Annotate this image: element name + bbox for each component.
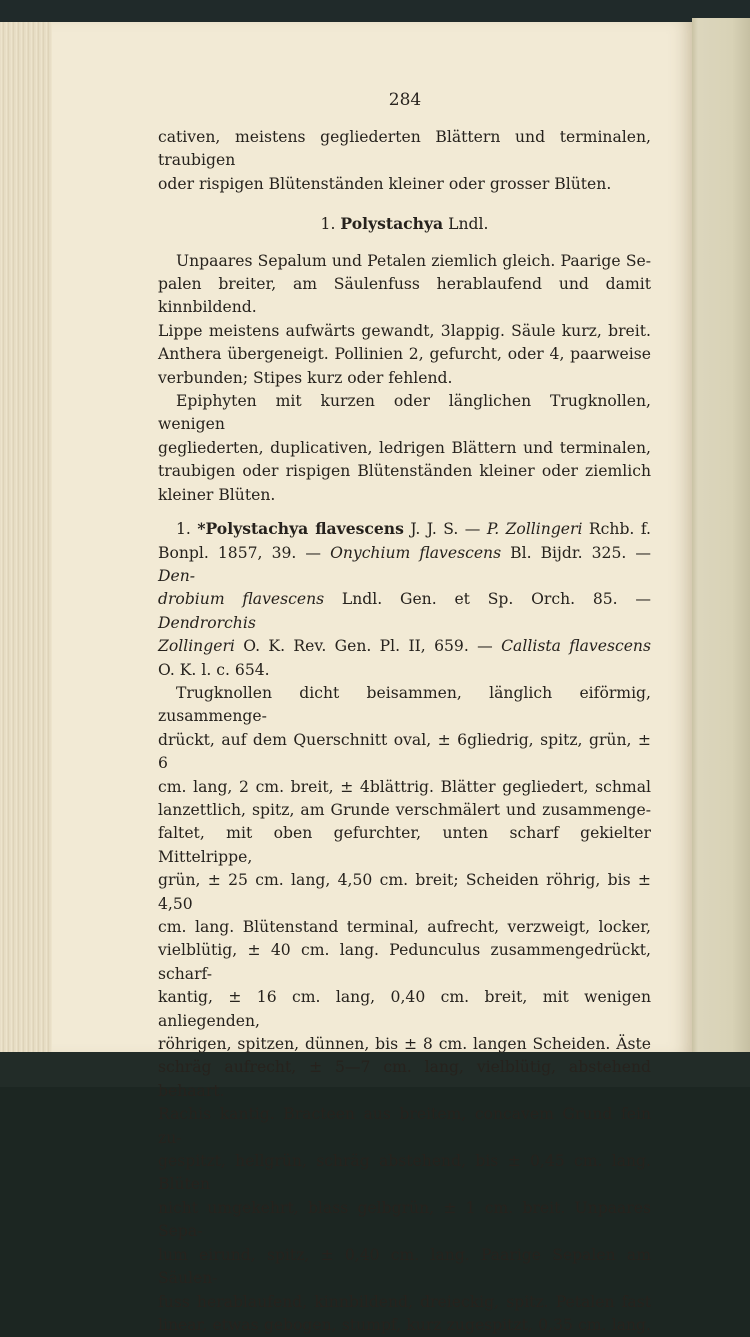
citation-synonym: Den-: [158, 566, 196, 585]
citation-synonym: Onychium flavescens: [330, 543, 502, 562]
species-description-line: Trugknollen dicht beisammen, länglich eiförmig, zusammenge-: [158, 683, 651, 726]
genus-description-line: palen breiter, am Säulenfuss herablaufend und damit kinnbildend.: [158, 275, 651, 317]
citation-synonym: drobium flavescens: [158, 590, 325, 609]
species-description-line: Rachis kantig. Bracteen aus breitem, concavem Grund fein zu-: [158, 1105, 651, 1147]
page-edges: [0, 22, 60, 1057]
species-description-line: kantig, ± 16 cm. lang, 0,40 cm. breit, mit wenigen anliegenden,: [158, 988, 651, 1030]
citation-synonym: Zollingeri: [158, 637, 235, 656]
citation-synonym: Dendrorchis: [158, 613, 256, 632]
species-description-line: lanzettlich, spitz, am Grunde verschmälert und zusammenge-: [158, 800, 651, 819]
genus-habit-line: Epiphyten mit kurzen oder länglichen Trugknollen, wenigen: [158, 392, 651, 434]
genus-description-line: verbunden; Stipes kurz oder fehlend.: [158, 368, 453, 387]
species-description-line: vielblütig, ± 40 cm. lang. Pedunculus zusammengedrückt, scharf-: [158, 941, 651, 983]
species-number: 1.: [176, 520, 191, 539]
species-description-line: nicht umgekehrt, blass gelbgrün, ± 1 cm. breit. Unpaares Sepa-: [158, 1198, 651, 1241]
intro-line: cativen, meistens gegliederten Blättern und terminalen, traubigen: [158, 128, 651, 170]
species-description-line: faltet, mit oben gefurchter, unten scharf gekielter Mittelrippe,: [158, 824, 651, 866]
citation-synonym: P. Zollingeri: [486, 520, 583, 539]
species-description-line: lum eirund, spitz, ± 0,40 cm. lang. Paarige Sepalen am Säulen-: [158, 1245, 651, 1288]
page-number: 284: [388, 90, 422, 110]
species-description-line: cm. lang, 2 cm. breit, ± 4blättrig. Blätter gegliedert, schmal: [158, 777, 651, 796]
species-citation-line: [158, 517, 651, 541]
species-description-line: cm. lang. Blütenstand terminal, aufrecht, verzweigt, locker,: [158, 918, 651, 936]
genus-number: 1.: [320, 215, 336, 234]
species-description-line: drückt, auf dem Querschnitt oval, ± 6gliedrig, spitz, grün, ± 6: [158, 730, 651, 773]
species-citation-line: O. K. l. c. 654.: [158, 660, 270, 679]
citation-text: J. J. S. —: [410, 520, 487, 539]
species-description-line: grün, ± 25 cm. lang, 4,50 cm. breit; Scheiden röhrig, bis ± 4,50: [158, 871, 651, 913]
species-citation-line: [158, 588, 651, 635]
genus-habit-line: gegliederten, duplicativen, ledrigen Blättern und terminalen,: [158, 438, 651, 457]
species-citation-line: [158, 635, 651, 658]
intro-line: oder rispigen Blütenständen kleiner oder grosser Blüten.: [158, 174, 612, 193]
species-description-line: röhrigen, spitzen, dünnen, bis ± 8 cm. langen Scheiden. Äste: [158, 1035, 651, 1054]
genus-author: Lndl.: [448, 215, 489, 234]
species-description-line: linear, etwas gebogen, stumpf, kurz zugespitzt, 0,35 cm. lang.: [158, 1315, 651, 1334]
genus-habit-line: kleiner Blüten.: [158, 485, 276, 504]
genus-description-line: Lippe meistens aufwärts gewandt, 3lappig. Säule kurz, breit.: [158, 321, 651, 340]
citation-text: Bl. Bijdr. 325. —: [501, 543, 651, 562]
species-citation-line: [158, 542, 651, 589]
genus-description-line: Anthera übergeneigt. Pollinien 2, gefurcht, oder 4, paarweise: [158, 345, 651, 364]
book-cover-edge: [692, 18, 750, 1058]
citation-synonym: Callista flavescens: [501, 637, 651, 656]
species-name: *Polystachya flavescens: [197, 519, 404, 539]
citation-text: Rchb. f.: [582, 520, 652, 539]
citation-text: Lndl. Gen. et Sp. Orch. 85. —: [324, 590, 651, 609]
genus-description-line: Unpaares Sepalum und Petalen ziemlich gleich. Paarige Se-: [176, 251, 651, 270]
species-description-line: gespitzt, hellgrün, schräg abstehend, bis ± 0,45 cm. lang. Blüten: [158, 1152, 651, 1194]
genus-name: Polystachya: [340, 214, 444, 234]
page-text: [158, 126, 651, 1337]
genus-heading: [158, 212, 651, 236]
citation-text: Bonpl. 1857, 39. —: [158, 543, 331, 562]
species-description-line: fuss herablaufend, kinnbildend, dreieckig, spitz. Petalen fast: [158, 1292, 651, 1311]
genus-habit-line: traubigen oder rispigen Blütenständen kleiner oder ziemlich: [158, 462, 651, 481]
species-description-line: schräg aufrecht, ± 5—7 cm. lang, vielblütig, abstehend behaart.: [158, 1058, 651, 1100]
citation-text: O. K. Rev. Gen. Pl. II, 659. —: [234, 637, 502, 656]
spacer: [158, 507, 651, 517]
